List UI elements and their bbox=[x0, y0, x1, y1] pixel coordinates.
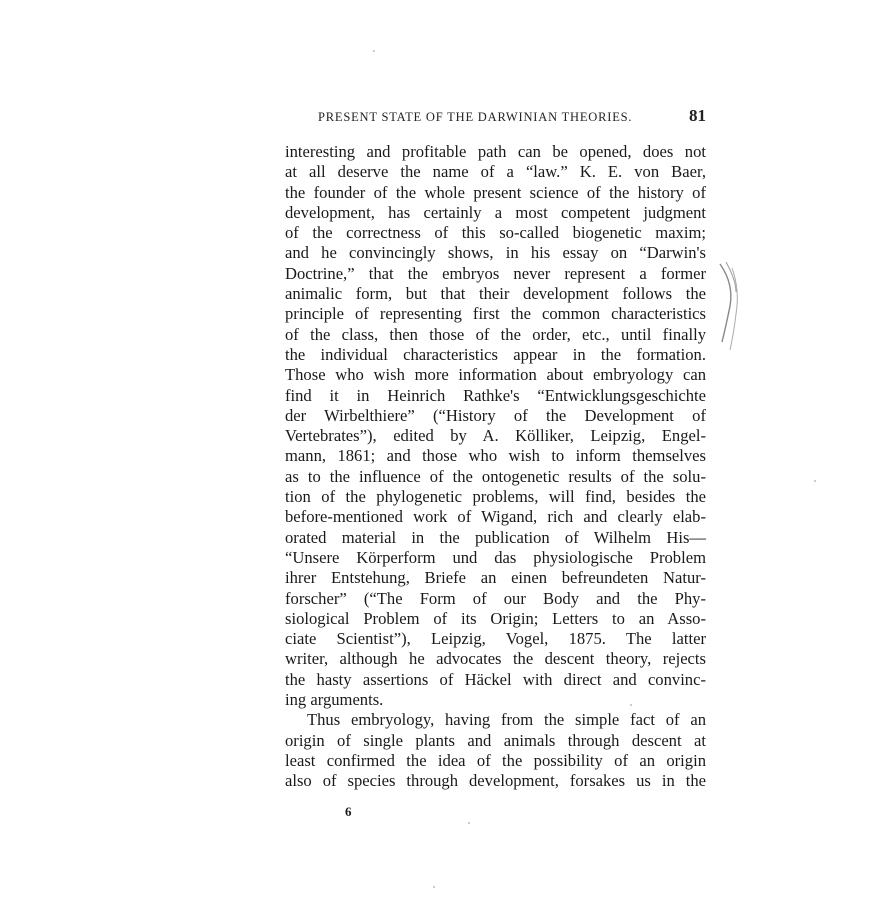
text-line: as to the influence of the ontogenetic results of the solu- bbox=[285, 466, 706, 486]
page-number: 81 bbox=[689, 106, 706, 125]
text-line: interesting and profitable path can be opened, does not bbox=[285, 142, 706, 161]
paper-speck bbox=[814, 480, 816, 482]
text-line: Vertebrates”), edited by A. Kölliker, Leipzig, Engel- bbox=[285, 426, 706, 446]
text-line: and he convincingly shows, in his essay on “Darwin's bbox=[285, 243, 706, 263]
text-line: der Wirbelthiere” (“History of the Development of bbox=[285, 405, 706, 425]
text-line: the individual characteristics appear in the formation. bbox=[285, 344, 706, 364]
bleed-through-marks bbox=[716, 262, 746, 354]
text-line: of the correctness of this so-called biogenetic maxim; bbox=[285, 223, 706, 243]
paragraph-start-line: Thus embryology, having from the simple fact of an bbox=[307, 710, 706, 730]
paper-speck bbox=[468, 822, 470, 824]
text-line: siological Problem of its Origin; Letters to an Asso- bbox=[285, 608, 706, 628]
text-line: least confirmed the idea of the possibility of an origin bbox=[285, 750, 706, 770]
text-line: tion of the phylogenetic problems, will find, besides the bbox=[285, 487, 706, 507]
text-line: before-mentioned work of Wigand, rich and clearly elab- bbox=[285, 507, 706, 527]
text-line: “Unsere Körperform und das physiologische Problem bbox=[285, 547, 706, 567]
paper-speck bbox=[630, 704, 632, 706]
signature-mark: 6 bbox=[345, 804, 352, 819]
text-line: also of species through development, forsakes us in the bbox=[285, 771, 706, 791]
text-line: the founder of the whole present science of the history of bbox=[285, 182, 706, 202]
text-line: of the class, then those of the order, etc., until finally bbox=[285, 324, 706, 344]
paragraph-end-line: ing arguments. bbox=[285, 690, 384, 710]
text-line: ciate Scientist”), Leipzig, Vogel, 1875. The latter bbox=[285, 629, 706, 649]
body-text bbox=[285, 142, 706, 792]
text-line: mann, 1861; and those who wish to inform themselves bbox=[285, 446, 706, 466]
text-line: Doctrine,” that the embryos never represent a former bbox=[285, 263, 706, 283]
text-line: forscher” (“The Form of our Body and the Phy- bbox=[285, 588, 706, 608]
text-line: at all deserve the name of a “law.” K. E. von Baer, bbox=[285, 162, 706, 182]
text-line: origin of single plants and animals through descent at bbox=[285, 730, 706, 750]
paper-speck bbox=[373, 50, 375, 52]
text-line: animalic form, but that their development follows the bbox=[285, 284, 706, 304]
text-line: Those who wish more information about embryology can bbox=[285, 365, 706, 385]
text-line: ihrer Entstehung, Briefe an einen befreundeten Natur- bbox=[285, 568, 706, 588]
text-line: the hasty assertions of Häckel with direct and convinc- bbox=[285, 669, 706, 689]
running-head bbox=[286, 106, 706, 128]
running-head-title: PRESENT STATE OF THE DARWINIAN THEORIES. bbox=[318, 110, 633, 124]
text-line: find it in Heinrich Rathke's “Entwicklungsgeschichte bbox=[285, 385, 706, 405]
paper-speck bbox=[433, 886, 435, 888]
text-line: writer, although he advocates the descent theory, rejects bbox=[285, 649, 706, 669]
text-line: development, has certainly a most competent judgment bbox=[285, 202, 706, 222]
text-line: orated material in the publication of Wilhelm His— bbox=[285, 527, 706, 547]
text-line: principle of representing first the common characteristics bbox=[285, 304, 706, 324]
